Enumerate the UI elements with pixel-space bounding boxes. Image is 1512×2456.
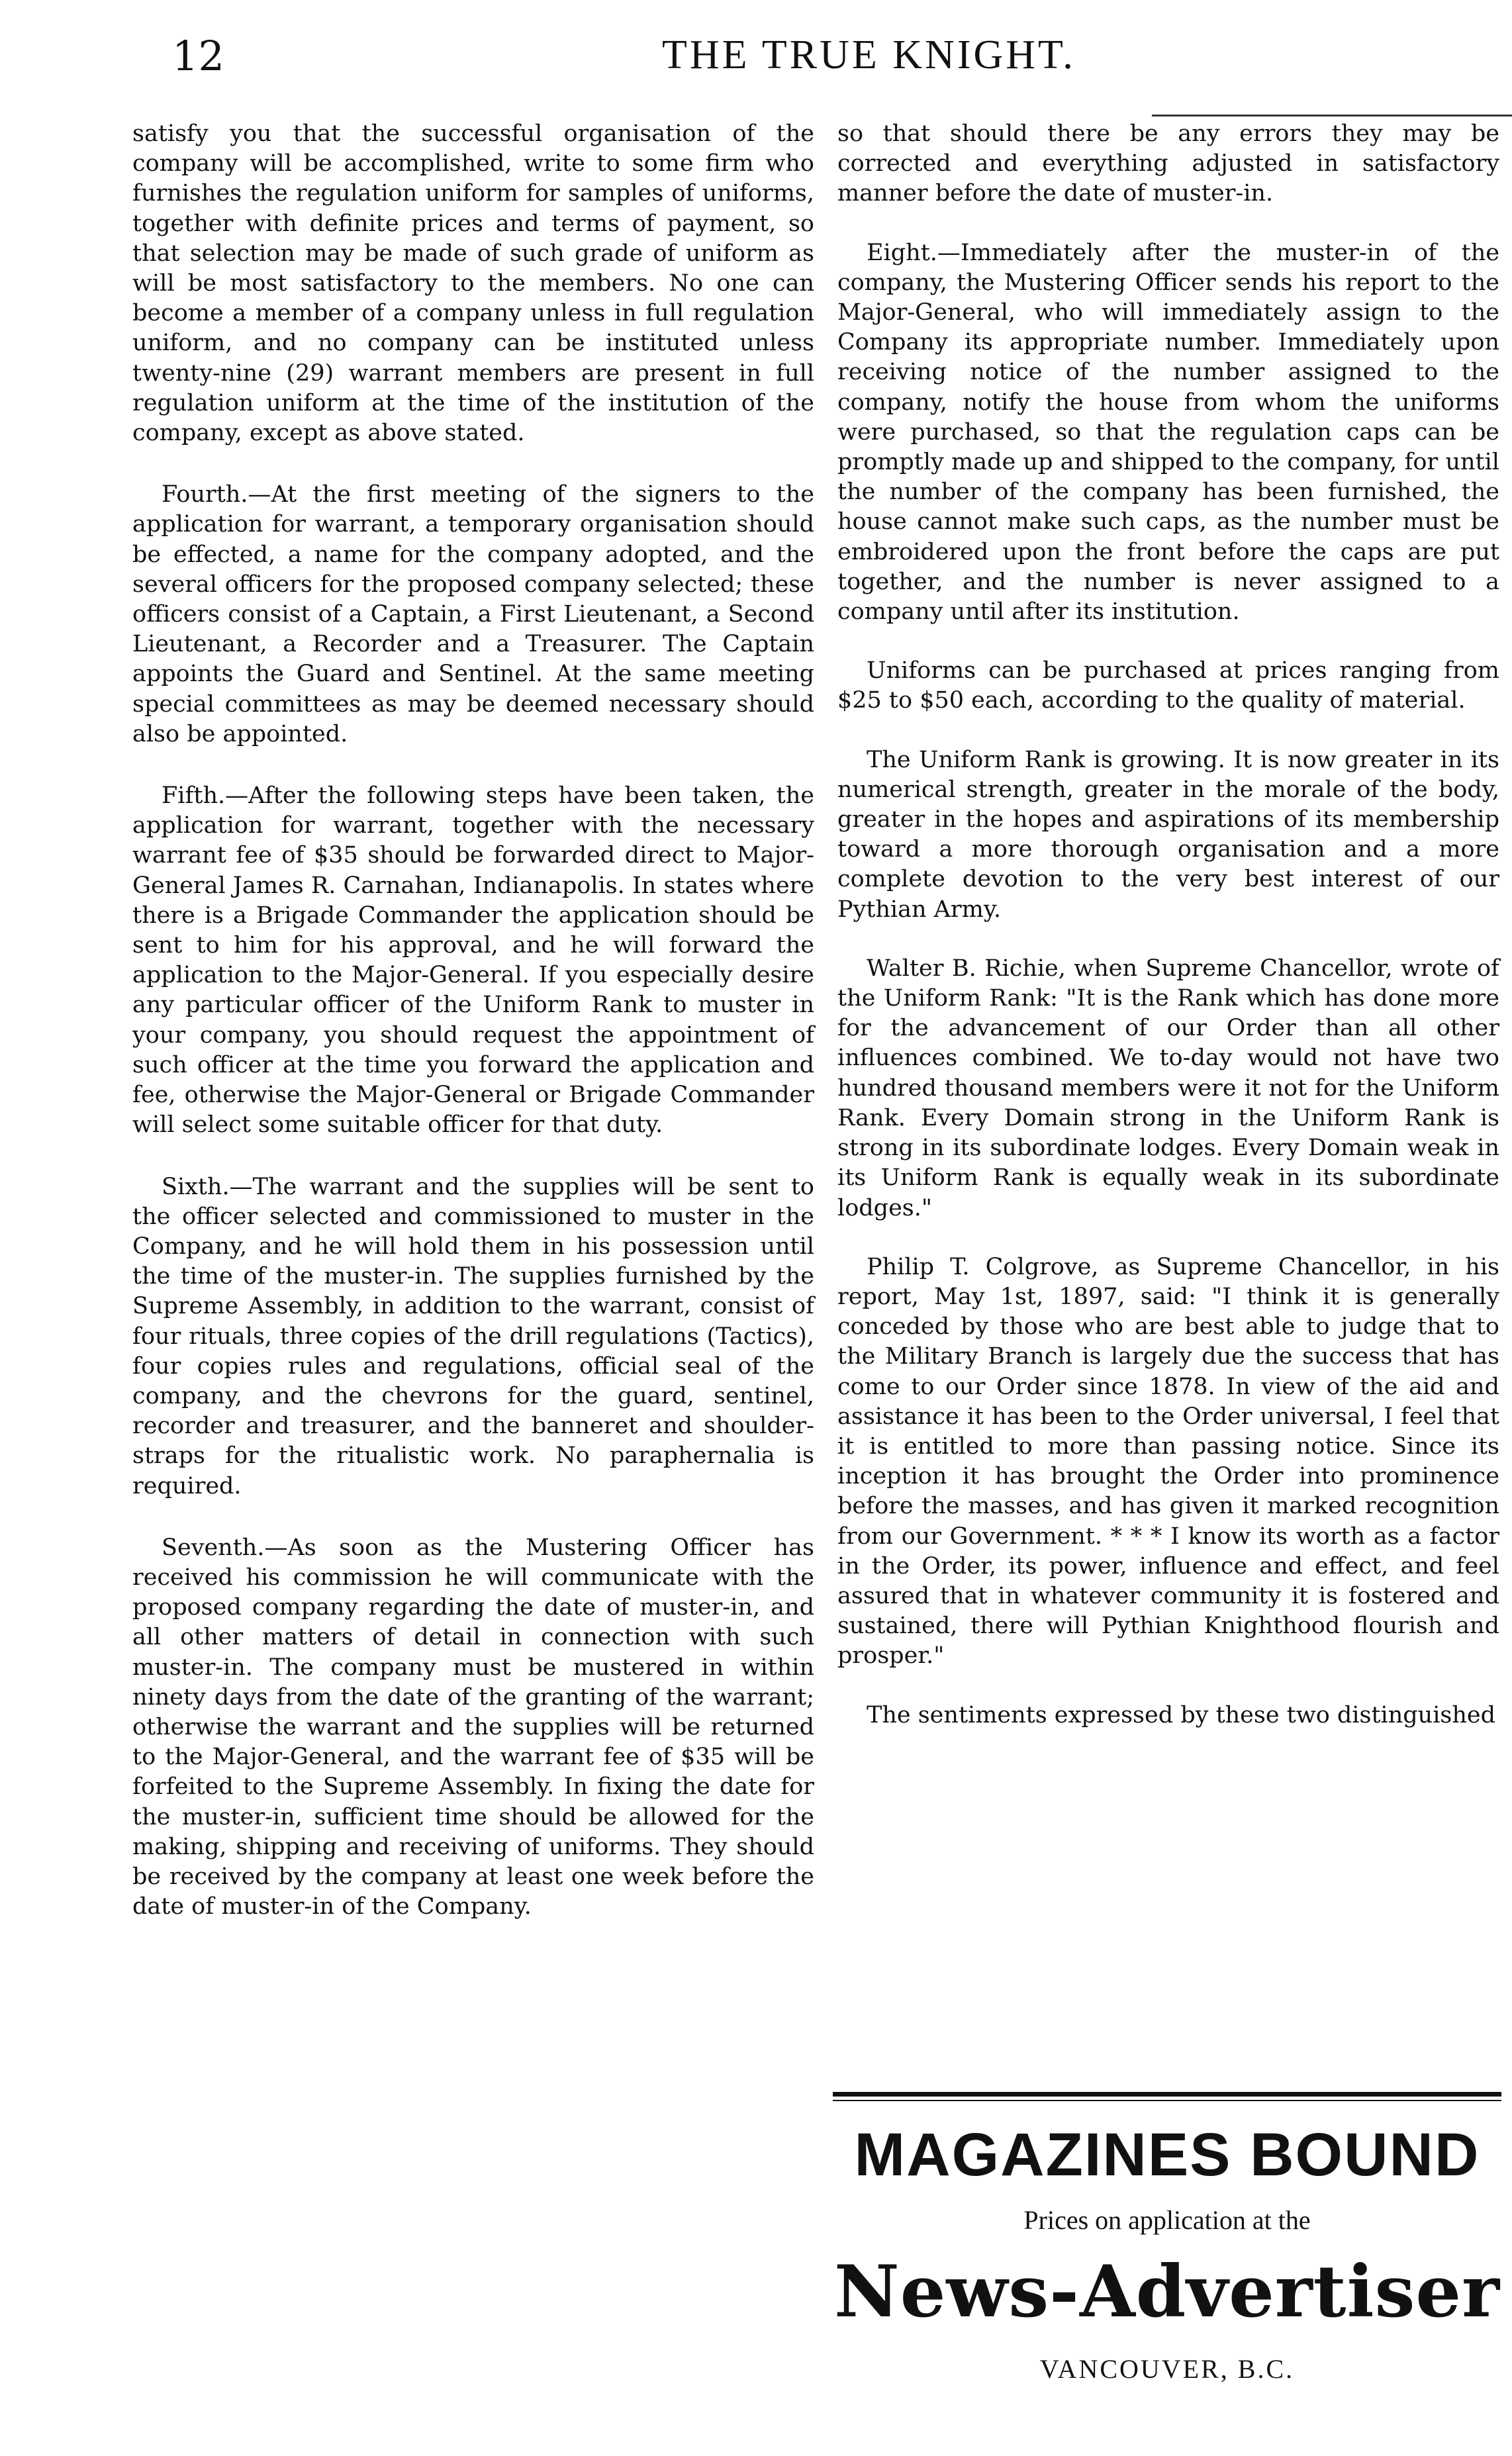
left-column bbox=[132, 119, 814, 1954]
advertisement bbox=[833, 2118, 1501, 2385]
article-paragraph: satisfy you that the successful organisation of the company will be accomplished, write to some firm who furnishes the regulation uniform for samples of uniforms, together with definite prices and terms of payment, so that selection may be made of such grade of uniform as will be most satisfactory to the members. No one can become a member of a company unless in full regulation uniform, and no company can be instituted unless twenty-nine (29) warrant members are present in full regulation uniform at the time of the institution of the company, except as above stated. bbox=[132, 120, 814, 447]
ad-border-thick bbox=[833, 2092, 1501, 2097]
header-rule bbox=[1152, 115, 1512, 117]
publication-title: THE TRUE KNIGHT. bbox=[662, 32, 1076, 77]
article-paragraph: Sixth.—The warrant and the supplies will be sent to the officer selected and commissioned to muster in the Company, and he will hold them in his possession until the time of the muster-in. The supplies furnished by the Supreme Assembly, in addition to the warrant, consist of four rituals, three copies of the drill regulations (Tactics), four copies rules and regulations, official seal of the company, and the chevrons for the guard, sentinel, recorder and treasurer, and the banneret and shoulder-straps for the ritualistic work. No paraphernalia is required. bbox=[132, 1173, 814, 1499]
article-paragraph: Fifth.—After the following steps have been taken, the application for warrant, together with the necessary warrant fee of $35 should be forwarded direct to Major-General James R. Carnahan, Indianapolis. In states where there is a Brigade Commander the application should be sent to him for his approval, and he will forward the application to the Major-General. If you especially desire any particular officer of the Uniform Rank to muster in your company, you should request the appointment of such officer at the time you forward the application and fee, otherwise the Major-General or Brigade Commander will select some suitable officer for that duty. bbox=[132, 782, 814, 1139]
article-paragraph: so that should there be any errors they may be corrected and everything adjusted in satisfactory manner before the date of muster-in. bbox=[837, 120, 1499, 207]
article-paragraph: Eight.—Immediately after the muster-in of the company, the Mustering Officer sends his report to the Major-General, who will immediately assign to the Company its appropriate number. Immediately upon receiving notice of the number assigned to the company, notify the house from whom the uniforms were purchased, so that the regulation caps can be promptly made up and shipped to the company, for until the number of the company has been furnished, the house cannot make such caps, as the number must be embroidered upon the front before the caps are put together, and the number is never assigned to a company until after its institution. bbox=[837, 239, 1499, 626]
article-paragraph: Walter B. Richie, when Supreme Chancellor, wrote of the Uniform Rank: "It is the Rank which has done more for the advancement of our Order than all other influences combined. We to-day would not have two hundred thousand members were it not for the Uniform Rank. Every Domain strong in the Uniform Rank is strong in its subordinate lodges. Every Domain weak in its Uniform Rank is equally weak in its subordinate lodges." bbox=[837, 955, 1499, 1221]
ad-headline: MAGAZINES BOUND bbox=[854, 2121, 1480, 2189]
article-paragraph: Philip T. Colgrove, as Supreme Chancellor, in his report, May 1st, 1897, said: "I think it is generally conceded by those who are best able to judge that to the Military Branch is largely due the success that has come to our Order since 1878. In view of the aid and assistance it has been to the Order universal, I feel that it is entitled to more than passing notice. Since its inception it has brought the Order into prominence before the masses, and has given it marked recognition from our Government. * * * I know its worth as a factor in the Order, its power, influence and effect, and feel assured that in whatever community it is fostered and sustained, there will Pythian Knighthood flourish and prosper." bbox=[837, 1253, 1499, 1670]
right-column bbox=[837, 119, 1499, 1760]
ad-border-thin bbox=[833, 2100, 1501, 2101]
article-paragraph: Uniforms can be purchased at prices ranging from $25 to $50 each, according to the quality of material. bbox=[837, 657, 1499, 714]
ad-city: VANCOUVER, B.C. bbox=[1039, 2354, 1295, 2384]
article-paragraph: The Uniform Rank is growing. It is now greater in its numerical strength, greater in the morale of the body, greater in the hopes and aspirations of its membership toward a more thorough organisation and a more complete devotion to the very best interest of our Pythian Army. bbox=[837, 746, 1499, 923]
article-paragraph: The sentiments expressed by these two distinguished bbox=[867, 1701, 1496, 1728]
ad-newspaper-name: News-Advertiser bbox=[833, 2250, 1501, 2334]
ad-prices-line: Prices on application at the bbox=[1023, 2205, 1311, 2235]
article-paragraph: Seventh.—As soon as the Mustering Officer has received his commission he will communicate with the proposed company regarding the date of muster-in, and all other matters of detail in connection with such muster-in. The company must be mustered in within ninety days from the date of the granting of the warrant; otherwise the warrant and the supplies will be returned to the Major-General, and the warrant fee of $35 will be forfeited to the Supreme Assembly. In fixing the date for the muster-in, sufficient time should be allowed for the making, shipping and receiving of uniforms. They should be received by the company at least one week before the date of muster-in of the Company. bbox=[132, 1534, 814, 1920]
page-number: 12 bbox=[172, 32, 224, 80]
article-paragraph: Fourth.—At the first meeting of the signers to the application for warrant, a temporary organisation should be effected, a name for the company adopted, and the several officers for the proposed company selected; these officers consist of a Captain, a First Lieutenant, a Second Lieutenant, a Recorder and a Treasurer. The Captain appoints the Guard and Sentinel. At the same meeting special committees as may be deemed necessary should also be appointed. bbox=[132, 481, 814, 747]
page-header bbox=[172, 32, 1496, 91]
